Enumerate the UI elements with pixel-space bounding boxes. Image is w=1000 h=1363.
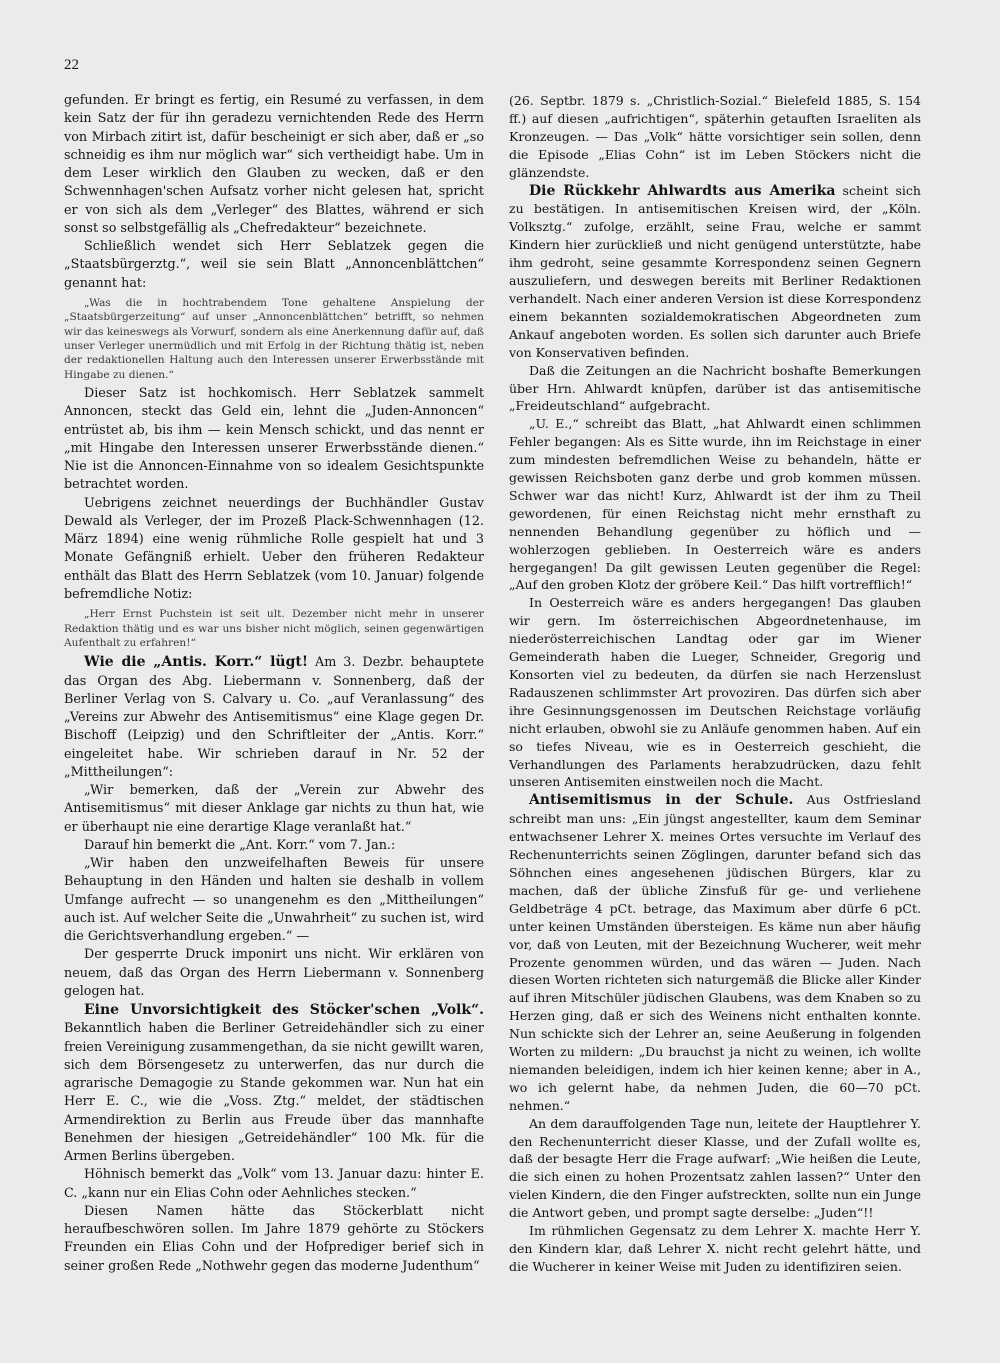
paragraph-text: „Herr Ernst Puchstein ist seit ult. Dezember nicht mehr in unserer Redaktion thätig und es war uns bisher nicht möglich, seinen gegenwärtigen Aufenthalt zu erfahren!“ (64, 608, 484, 649)
paragraph-text: An dem darauffolgenden Tage nun, leitete der Hauptlehrer Y. den Rechenunterricht dieser Klasse, und der Zufall wollte es, daß der besagte Herr die Frage aufwarf: „Wie heißen die Leute, die sich einen zu hohen Prozentsatz zahlen lassen?“ Unter den vielen Kindern, die den Finger aufstreckten, sollte nun ein Junge die Antwort geben, und prompt sagte derselbe: „Juden“!! (509, 1115, 921, 1221)
article-paragraph (64, 1203, 484, 1276)
article-paragraph (509, 1115, 921, 1222)
paragraph-text: Bekanntlich haben die Berliner Getreidehändler sich zu einer freien Vereinigung zusammengethan, da sie nicht gewillt waren, sich dem Börsengesetz zu unterwerfen, das nur durch die agrarische Demagogie zu Stande gekommen war. Nun hat ein Herr E. C., wie die „Voss. Ztg.“ meldet, der städtischen Armendirektion zu Berlin aus Freude über das mannhafte Benehmen der hiesigen „Getreidehändler“ 100 Mk. für die Armen Berlins übergeben. (64, 1021, 484, 1165)
quoted-notice (64, 296, 484, 382)
paragraph-text: Dieser Satz ist hochkomisch. Herr Seblatzek sammelt Annoncen, steckt das Geld ein, lehnt die „Juden-Annoncen“ entrüstet ab, bis ihm — kein Mensch schickt, und das nennt er „mit Hingabe den Interessen unserer Erwerbsstände dienen.“ Nie ist die Annoncen-Einnahme von so idealem Gesichtspunkte betrachtet worden. (64, 386, 484, 493)
article-heading: Antisemitismus in der Schule. (529, 792, 794, 809)
paragraph-text: gefunden. Er bringt es fertig, ein Resumé zu verfassen, in dem kein Satz der für ihn geradezu vernichtenden Rede des Herrn von Mirbach zitirt ist, dafür bescheinigt er sich aber, daß er „so schneidig es ihm nur möglich war“ sich vertheidigt habe. Um in dem Leser wirklich den Glauben zu wecken, daß er den Schwennhagen'schen Aufsatz vorher nicht gelesen hat, spricht er von sich als dem „Verleger“ des Blattes, während er sich sonst so selbstgefällig als „Chefredakteur“ bezeichnete. (64, 93, 484, 236)
paragraph-text: Aus Ostfriesland schreibt man uns: „Ein jüngst angestellter, kaum dem Seminar entwachsener Lehrer X. meines Ortes versuchte im Verlauf des Rechenunterrichts seinen Zöglingen, darunter befand sich das Söhnchen eines angesehenen jüdischen Bürgers, klar zu machen, daß der übliche Zinsfuß für ge- und verliehene Geldbeträge 4 pCt. betrage, das Maximum aber dürfe 6 pCt. unter keinen Umständen übersteigen. Es käme nun aber häufig vor, daß von Leuten, mit der Bezeichnung Wucherer, weit mehr Prozente genommen würden, und das wären — Juden. Nach diesen Worten richteten sich naturgemäß die Blicke aller Kinder auf ihren Mitschüler jüdischen Glaubens, was dem Knaben so zu Herzen ging, daß er sich des Weinens nicht enthalten konnte. Nun schickte sich der Lehrer an, seine Aeußerung in folgenden Worten zu mildern: „Du brauchst ja nicht zu weinen, ich wollte niemanden beleidigen, indem ich hier keinen kenne; aber in A., wo ich gelernt habe, da nehmen Juden, die 60—70 pCt. nehmen.“ (509, 792, 921, 1113)
article-paragraph (64, 837, 484, 855)
paragraph-text: Im rühmlichen Gegensatz zu dem Lehrer X. machte Herr Y. den Kindern klar, daß Lehrer X. nicht recht gelehrt hätte, und die Wucherer in keiner Weise mit Juden zu identifiziren seien. (509, 1223, 921, 1274)
article-paragraph (64, 92, 484, 238)
article-paragraph (64, 1166, 484, 1203)
paragraph-text: „Wir haben den unzweifelhaften Beweis für unsere Behauptung in den Händen und halten sie deshalb in vollem Umfange aufrecht — so unangenehm es den „Mittheilungen“ auch ist. Auf welcher Seite die „Unwahrheit“ zu suchen ist, wird die Gerichtsverhandlung ergeben.“ — (64, 856, 484, 945)
paragraph-text: Der gesperrte Druck imponirt uns nicht. Wir erklären von neuem, daß das Organ des Herrn Liebermann v. Sonnenberg gelogen hat. (64, 947, 484, 999)
paragraph-text: „Wir bemerken, daß der „Verein zur Abwehr des Antisemitismus“ mit dieser Anklage gar nichts zu thun hat, wie er überhaupt nie eine derartige Klage veranlaßt hat.“ (64, 783, 484, 835)
article-paragraph (64, 495, 484, 605)
article-paragraph (64, 238, 484, 293)
paragraph-text: Schließlich wendet sich Herr Seblatzek gegen die „Staatsbürgerztg.“, weil sie sein Blatt „Annoncenblättchen“ genannt hat: (64, 239, 484, 291)
article-paragraph (64, 946, 484, 1001)
quoted-notice (64, 607, 484, 650)
paragraph-text: Uebrigens zeichnet neuerdings der Buchhändler Gustav Dewald als Verleger, der im Prozeß Plack-Schwennhagen (12. März 1894) eine wenig rühmliche Rolle gespielt hat und 3 Monate Gefängniß erhielt. Ueber den früheren Redakteur enthält das Blatt des Herrn Seblatzek (vom 10. Januar) folgende befremdliche Notiz: (64, 495, 484, 602)
article-with-heading (64, 653, 484, 782)
article-paragraph (509, 594, 921, 791)
paragraph-text: In Oesterreich wäre es anders hergegangen! Das glauben wir gern. Im österreichischen Abgeordnetenhause, im niederösterreichischen Landtag oder gar im Wiener Gemeinderath haben die Lueger, Schneider, Gregorig und Konsorten viel zu bedeuten, da dürfen sie nach Herzenslust Radauszenen schlimmster Art provoziren. Das dürfen sich aber ihre Gesinnungsgenossen im Deutschen Reichstage vorläufig nicht erlauben, obwohl sie zu Anläufe genommen haben. Auf ein so tiefes Niveau, wie es in Oesterreich geschieht, die Verhandlungen des Parlaments herabzudrücken, dazu fehlt unseren Antisemiten einstweilen noch die Macht. (509, 595, 921, 790)
paragraph-text: „Was die in hochtrabendem Tone gehaltene Anspielung der „Staatsbürgerzeitung“ auf unser „Annoncenblättchen“ betrifft, so nehmen wir das keineswegs als Vorwurf, sondern als eine Anerkennung dafür auf, daß unser Verleger unermüdlich und mit Erfolg in der Richtung thätig ist, neben der redaktionellen Haltung auch den Interessen unserer Erwerbsstände mit Hingabe zu dienen.“ (64, 296, 484, 381)
article-with-heading (509, 182, 921, 362)
paragraph-text: Am 3. Dezbr. behauptete das Organ des Abg. Liebermann v. Sonnenberg, daß der Berliner Verlag von S. Calvary u. Co. „auf Veranlassung“ des „Vereins zur Abwehr des Antisemitismus“ eine Klage gegen Dr. Bischoff (Leipzig) und den Schriftleiter der „Antis. Korr.“ eingeleitet habe. Wir schrieben darauf in Nr. 52 der „Mittheilungen“: (64, 655, 484, 780)
page-number: 22 (64, 57, 79, 73)
paragraph-text: Höhnisch bemerkt das „Volk“ vom 13. Januar dazu: hinter E. C. „kann nur ein Elias Cohn oder Aehnliches stecken.“ (64, 1167, 484, 1201)
paragraph-text: Darauf hin bemerkt die „Ant. Korr.“ vom 7. Jan.: (84, 837, 396, 853)
article-paragraph (64, 855, 484, 946)
article-paragraph (509, 415, 921, 594)
paragraph-text: (26. Septbr. 1879 s. „Christlich-Sozial.“ Bielefeld 1885, S. 154 ff.) auf diesen „aufrichtigen“, späterhin getauften Israeliten als Kronzeugen. — Das „Volk“ hätte vorsichtiger sein sollen, denn die Episode „Elias Cohn“ ist im Leben Stöckers nicht die glänzendste. (509, 93, 921, 180)
paragraph-text: Diesen Namen hätte das Stöckerblatt nicht heraufbeschwören sollen. Im Jahre 1879 gehörte zu Stöckers Freunden ein Elias Cohn und der Hofprediger berief sich in seiner großen Rede „Nothwehr gegen das moderne Judenthum“ (64, 1203, 484, 1274)
paragraph-text: Daß die Zeitungen an die Nachricht boshafte Bemerkungen über Hrn. Ahlwardt knüpfen, darüber ist das antisemitische „Freideutschland“ aufgebracht. (509, 362, 921, 414)
paragraph-text: scheint sich zu bestätigen. In antisemitischen Kreisen wird, der „Köln. Volksztg.“ zufolge, erzählt, seine Frau, welche er sammt Kindern hier zurückließ und nicht genügend unterstützte, habe ihm gedroht, seine gesammte Korrespondenz seinen Gegnern auszuliefern, und deswegen bereits mit Berliner Redaktionen verhandelt. Nach einer anderen Version ist diese Korrespondenz einem bekannten sozialdemokratischen Abgeordneten zum Ankauf angeboten worden. Es sollen sich darunter auch Briefe von Konservativen befinden. (509, 182, 921, 360)
article-paragraph (64, 385, 484, 495)
right-column (509, 92, 921, 1276)
article-paragraph (509, 92, 921, 182)
article-heading: Die Rückkehr Ahlwardts aus Amerika (529, 182, 836, 199)
left-column (64, 92, 484, 1276)
article-with-heading (64, 1001, 484, 1166)
article-heading: Eine Unvorsichtigkeit des Stöcker'schen „Volk“. (84, 1002, 484, 1019)
article-with-heading (509, 791, 921, 1114)
article-paragraph (509, 362, 921, 416)
article-paragraph (509, 1222, 921, 1276)
paragraph-text: „U. E.,“ schreibt das Blatt, „hat Ahlwardt einen schlimmen Fehler begangen: Als es Sitte wurde, ihn im Reichstage in einer zum mindesten befremdlichen Weise zu behandeln, hätte er gewissen Reichsboten ganz derbe und grob kommen müssen. Schwer war das nicht! Kurz, Ahlwardt ist der ihm zu Theil gewordenen, für einen Reichstag nicht mehr ernsthaft zu nennenden Behandlung gegenüber zu höflich und — wohlerzogen geblieben. In Oesterreich wäre es anders hergegangen! Da gilt gewissen Leuten gegenüber die Regel: „Auf den groben Klotz der gröbere Keil.“ Das hilft vortrefflich!“ (509, 416, 921, 593)
article-heading: Wie die „Antis. Korr.“ lügt! (84, 654, 309, 671)
article-paragraph (64, 782, 484, 837)
